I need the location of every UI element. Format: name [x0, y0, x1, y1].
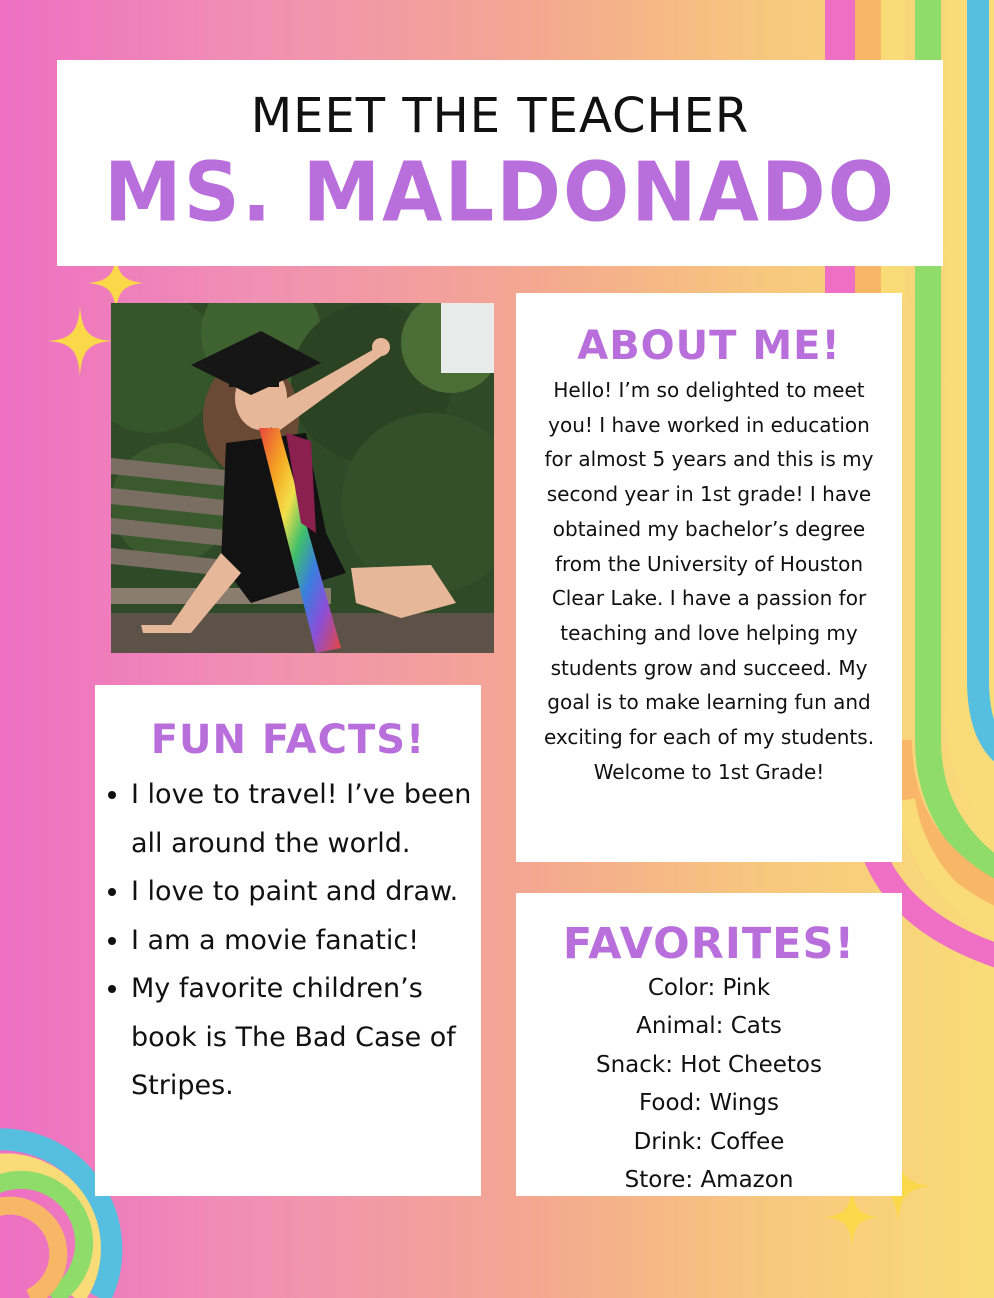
favorites-card — [516, 893, 902, 1196]
about-me-card — [516, 293, 902, 862]
teacher-name: MS. MALDONADO — [103, 145, 897, 241]
list-item: Animal: Cats — [636, 1013, 782, 1040]
favorites-list — [516, 969, 902, 1199]
fun-facts-card — [95, 685, 481, 1196]
sparkle-icon — [48, 306, 112, 376]
list-item: • I love to travel! I’ve been all around the world. — [131, 771, 481, 868]
list-item: Store: Amazon — [624, 1167, 794, 1194]
about-me-title: ABOUT ME! — [577, 323, 841, 369]
teacher-photo — [111, 303, 494, 653]
fun-facts-title: FUN FACTS! — [150, 717, 426, 763]
list-item: Snack: Hot Cheetos — [595, 1051, 822, 1078]
list-item: • My favorite children’s book is The Bad Case of Stripes. — [131, 965, 481, 1111]
fun-facts-list — [95, 771, 481, 1111]
header-card — [57, 60, 943, 266]
list-item: Food: Wings — [639, 1090, 779, 1117]
page-subtitle: MEET THE TEACHER — [250, 88, 750, 144]
list-item: Color: Pink — [647, 975, 771, 1001]
about-me-text: Hello! I’m so delighted to meet you! I have worked in education for almost 5 years and this is my second year in 1st grade! I have obtained my bachelor’s degree from the University of Houston Clear Lake. I have a passion for teaching and love helping my students grow and succeed. My goal is to make learning fun and exciting for each of my students. Welcome to 1st Grade! — [543, 378, 875, 784]
list-item: • I love to paint and draw. — [131, 868, 481, 917]
list-item: • I am a movie fanatic! — [131, 917, 481, 966]
favorites-title: FAVORITES! — [562, 919, 856, 969]
list-item: Drink: Coffee — [633, 1128, 785, 1155]
